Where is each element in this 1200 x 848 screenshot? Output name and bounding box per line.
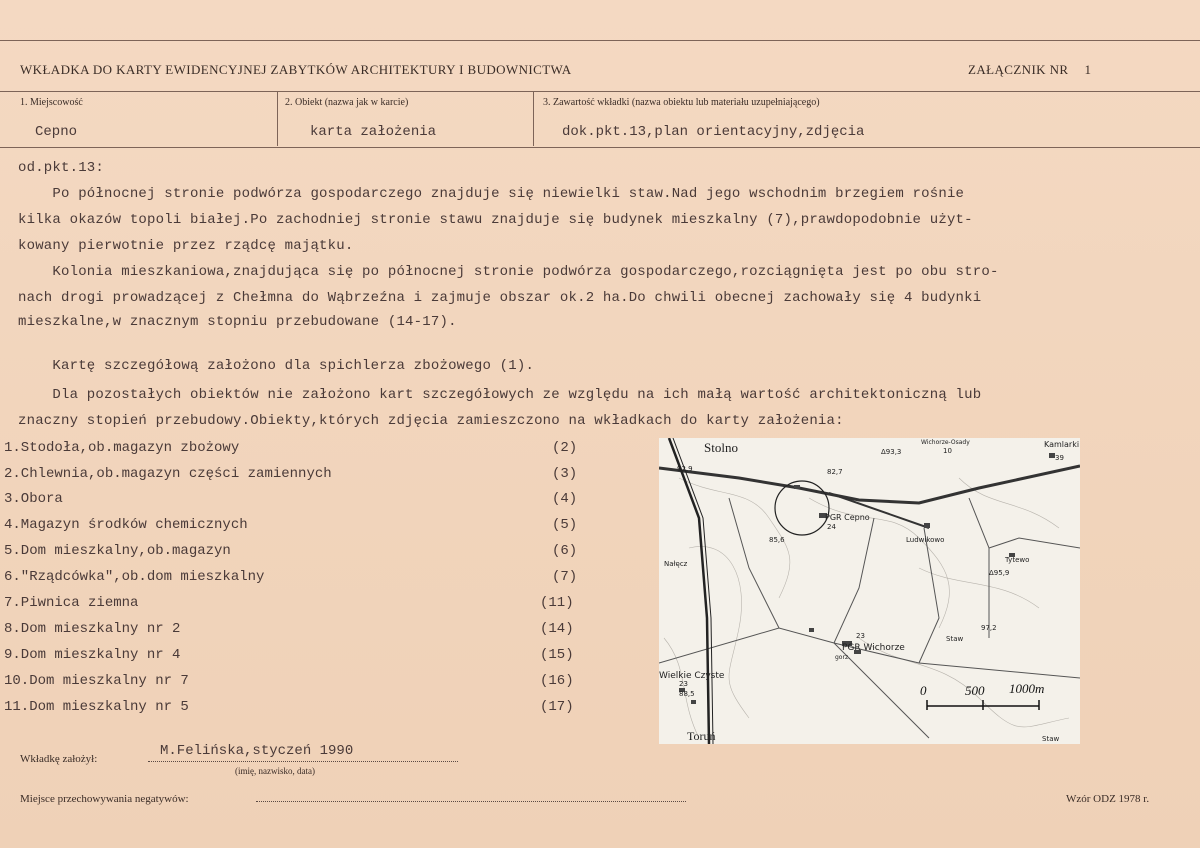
map-number: 23: [856, 632, 865, 640]
map-elevation: 97,2: [981, 624, 997, 632]
map-elevation: 92,9: [677, 465, 693, 473]
text-line: Kartę szczegółową założono dla spichlerza zbożowego (1).: [18, 358, 535, 374]
map-label: Stolno: [704, 440, 738, 455]
map-number: 39: [1055, 454, 1064, 462]
object-ref: (3): [552, 466, 578, 482]
created-label: Wkładkę założył:: [20, 753, 98, 765]
map-label: Wichorze-Osady: [921, 439, 970, 446]
header-rule: [0, 91, 1200, 92]
map-label: PGR Wichorze: [842, 643, 905, 653]
object-ref: (14): [540, 621, 574, 637]
annex-label: ZAŁĄCZNIK NR: [968, 62, 1069, 77]
object-list-item: 1.Stodoła,ob.magazyn zbożowy: [4, 440, 240, 456]
object-list-item: 5.Dom mieszkalny,ob.magazyn: [4, 543, 231, 559]
map-label: Kamlarki: [1044, 440, 1080, 449]
object-ref: (4): [552, 491, 578, 507]
text-line: Po północnej stronie podwórza gospodarczego znajduje się niewielki staw.Nad jego wschodnim brzegiem rośnie: [18, 186, 965, 202]
signature-line: [148, 761, 458, 762]
map-label: Staw: [1042, 735, 1060, 743]
map-label: Wielkie Czyste: [659, 671, 725, 681]
map-label: Staw: [946, 635, 964, 643]
scale-bar: [920, 681, 1044, 710]
object-list-item: 6."Rządcówka",ob.dom mieszkalny: [4, 569, 265, 585]
object-ref: (7): [552, 569, 578, 585]
form-model: Wzór ODZ 1978 r.: [1066, 793, 1150, 805]
text-line: Dla pozostałych obiektów nie założono kart szczegółowych ze względu na ich małą wartość architektoniczną lub: [18, 387, 982, 403]
map-number: 23: [679, 680, 688, 688]
object-ref: (15): [540, 647, 574, 663]
object-ref: (2): [552, 440, 578, 456]
map-label: gorz.: [835, 654, 851, 661]
local-road: [829, 493, 929, 528]
field-roads: [659, 498, 1080, 738]
column-separator: [533, 92, 534, 146]
object-ref: (17): [540, 699, 574, 715]
scale-label-0: 0: [920, 683, 927, 698]
text-line: mieszkalne,w znacznym stopniu przebudowane (14-17).: [18, 314, 457, 330]
negatives-line: [256, 801, 686, 802]
main-road: [659, 466, 1080, 503]
map-label: Tytewo: [1005, 556, 1030, 564]
text-line: nach drogi prowadzącej z Chełmna do Wąbrzeźna i zajmuje obszar ok.2 ha.Do chwili obecnej zachowały się 4 budynki: [18, 290, 982, 306]
text-line: Kolonia mieszkaniowa,znajdująca się po północnej stronie podwórza gospodarczego,rozciągnięta jest po obu stro-: [18, 264, 999, 280]
map-label: Ludwikowo: [906, 536, 945, 544]
buildings: [679, 453, 1055, 704]
object-list-item: 3.Obora: [4, 491, 63, 507]
text-line: kilka okazów topoli białej.Po zachodniej stronie stawu znajduje się budynek mieszkalny (7),prawdopodobnie użyt-: [18, 212, 973, 228]
map-label: PGR Cepno: [825, 513, 870, 522]
railway-line: [669, 438, 709, 744]
contents-label: 3. Zawartość wkładki (nazwa obiektu lub materiału uzupełniającego): [543, 97, 820, 108]
map-elevation: 85,6: [769, 536, 785, 544]
contents-value: dok.pkt.13,plan orientacyjny,zdjęcia: [562, 124, 865, 140]
map-number: 88,5: [679, 690, 695, 698]
fields-rule: [0, 147, 1200, 148]
map-elevation: Δ95,9: [989, 569, 1010, 577]
text-line: znaczny stopień przebudowy.Obiekty,których zdjęcia zamieszczono na wkładkach do karty założenia:: [18, 413, 844, 429]
map-elevation: Δ93,3: [881, 448, 902, 456]
object-list-item: 2.Chlewnia,ob.magazyn części zamiennych: [4, 466, 332, 482]
object-label: 2. Obiekt (nazwa jak w karcie): [285, 97, 409, 108]
object-ref: (6): [552, 543, 578, 559]
object-list-item: 4.Magazyn środków chemicznych: [4, 517, 248, 533]
annex-heading: [968, 62, 1091, 78]
map-drawing: [659, 438, 1080, 744]
object-ref: (11): [540, 595, 574, 611]
text-line: od.pkt.13:: [18, 160, 105, 176]
annex-number: 1: [1084, 62, 1092, 77]
object-list-item: 11.Dom mieszkalny nr 5: [4, 699, 189, 715]
map-label: Nałęcz: [664, 560, 688, 568]
object-list-item: 8.Dom mieszkalny nr 2: [4, 621, 181, 637]
object-ref: (16): [540, 673, 574, 689]
object-value: karta założenia: [310, 124, 437, 140]
object-list-item: 7.Piwnica ziemna: [4, 595, 139, 611]
map-number: 10: [943, 447, 952, 455]
map-elevation: 82,7: [827, 468, 843, 476]
locality-label: 1. Miejscowość: [20, 97, 83, 108]
object-list-item: 9.Dom mieszkalny nr 4: [4, 647, 181, 663]
map-label: Toruń: [687, 729, 716, 743]
scale-label-1000: 1000m: [1009, 681, 1045, 696]
negatives-label: Miejsce przechowywania negatywów:: [20, 793, 189, 805]
column-separator: [277, 92, 278, 146]
card-title: WKŁADKA DO KARTY EWIDENCYJNEJ ZABYTKÓW ARCHITEKTURY I BUDOWNICTWA: [20, 62, 572, 77]
text-line: kowany pierwotnie przez rządcę majątku.: [18, 238, 354, 254]
created-value: M.Felińska,styczeń 1990: [160, 743, 354, 759]
created-hint: (imię, nazwisko, data): [235, 766, 315, 776]
locality-value: Cepno: [35, 124, 78, 140]
top-rule: [0, 40, 1200, 41]
map-number: 24: [827, 523, 836, 531]
orientation-map: [659, 438, 1080, 744]
object-list-item: 10.Dom mieszkalny nr 7: [4, 673, 189, 689]
scale-label-500: 500: [965, 683, 985, 698]
object-ref: (5): [552, 517, 578, 533]
